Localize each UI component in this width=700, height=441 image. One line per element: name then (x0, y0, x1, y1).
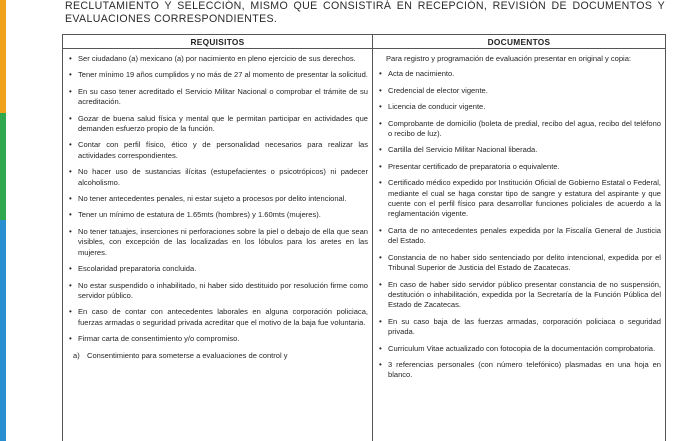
requisito-item: • Ser ciudadano (a) mexicano (a) por nacimiento en pleno ejercicio de sus derechos. (67, 54, 368, 64)
requisito-item: • Tener un mínimo de estatura de 1.65mts (hombres) y 1.60mts (mujeres). (67, 210, 368, 220)
documento-item: • Certificado médico expedido por Institución Oficial de Gobierno Estatal o Federal, mediante el cual se haga constar tipo de sangre y estatura del aspirante y que cuente con el perfil físico para desarrollar funciones policiales de acuerdo a la reglamentación vigente. (377, 178, 661, 220)
requisito-item: • En su caso tener acreditado el Servicio Militar Nacional o comprobar el trámite de su acreditación. (67, 87, 368, 108)
requisito-subitem (67, 351, 368, 361)
documentos-lead: Para registro y programación de evaluación presentar en original y copia: (386, 54, 631, 63)
documento-item: • 3 referencias personales (con número telefónico) plasmadas en una hoja en blanco. (377, 360, 661, 381)
requisitos-list (67, 54, 368, 361)
documento-item: • Comprobante de domicilio (boleta de predial, recibo del agua, recibo del teléfono o recibo de luz). (377, 119, 661, 140)
requirements-table (62, 34, 666, 441)
requisito-item: • Contar con perfil físico, ético y de personalidad necesarios para realizar las actividades correspondientes. (67, 140, 368, 161)
requisito-item: • En caso de contar con antecedentes laborales en alguna corporación policiaca, fuerzas armadas o seguridad privada acreditar que el motivo de la baja fue voluntaria. (67, 307, 368, 328)
header-documentos: DOCUMENTOS (373, 35, 666, 49)
documento-item: • Constancia de no haber sido sentenciado por delito intencional, expedida por el Tribunal Superior de Justicia del Estado de Zacatecas. (377, 253, 661, 274)
documento-item: • Carta de no antecedentes penales expedida por la Fiscalía General de Justicia del Estado. (377, 226, 661, 247)
documento-item: • Licencia de conducir vigente. (377, 102, 661, 112)
documento-item: • En su caso baja de las fuerzas armadas, corporación policiaca o seguridad privada. (377, 317, 661, 338)
subitem-text: Consentimiento para someterse a evaluaciones de control y (87, 350, 288, 360)
documento-item: • Acta de nacimiento. (377, 69, 661, 79)
decorative-stripe-orange (0, 0, 6, 113)
documento-item: • Curriculum Vitae actualizado con fotocopia de la documentación comprobatoria. (377, 344, 661, 354)
header-requisitos: REQUISITOS (63, 35, 373, 49)
documentos-cell (373, 49, 666, 441)
requisito-item: • No tener tatuajes, inserciones ni perforaciones sobre la piel o debajo de ella que sean visibles, con excepción de las localizadas en los lóbulos para los aretes en las mujeres. (67, 227, 368, 258)
decorative-stripe-blue (0, 220, 6, 441)
documento-item: • En caso de haber sido servidor público presentar constancia de no suspensión, destitución o inhabilitación, expedida por la Secretaría de la Función Pública del Estado de Zacatecas. (377, 280, 661, 311)
subitem-marker: a) (73, 350, 80, 360)
documentos-list (377, 69, 661, 380)
decorative-stripe-green (0, 113, 6, 220)
documento-item: • Cartilla del Servicio Militar Nacional liberada. (377, 145, 661, 155)
requisitos-cell (63, 49, 373, 441)
requisito-item: • Firmar carta de consentimiento y/o compromiso. (67, 334, 368, 344)
requisito-item: • Escolaridad preparatoria concluida. (67, 264, 368, 274)
requisito-item: • No tener antecedentes penales, ni estar sujeto a procesos por delito intencional. (67, 194, 368, 204)
requisito-item: • No estar suspendido o inhabilitado, ni haber sido destituido por resolución firme como servidor público. (67, 281, 368, 302)
requisito-item: • No hacer uso de sustancias ilícitas (estupefacientes o psicotrópicos) ni padecer alcoholismo. (67, 167, 368, 188)
requisito-item: • Tener mínimo 19 años cumplidos y no más de 27 al momento de presentar la solicitud. (67, 70, 368, 80)
documento-item: • Presentar certificado de preparatoria o equivalente. (377, 162, 661, 172)
requisito-item: • Gozar de buena salud física y mental que le permitan participar en actividades que demanden esfuerzo propio de la función. (67, 114, 368, 135)
documento-item: • Credencial de elector vigente. (377, 86, 661, 96)
intro-paragraph: RECLUTAMIENTO Y SELECCIÓN, MISMO QUE CONSISTIRÁ EN RECEPCIÓN, REVISIÓN DE DOCUMENTOS Y EVALUACIONES CORRESPONDIENTES. (65, 0, 665, 25)
